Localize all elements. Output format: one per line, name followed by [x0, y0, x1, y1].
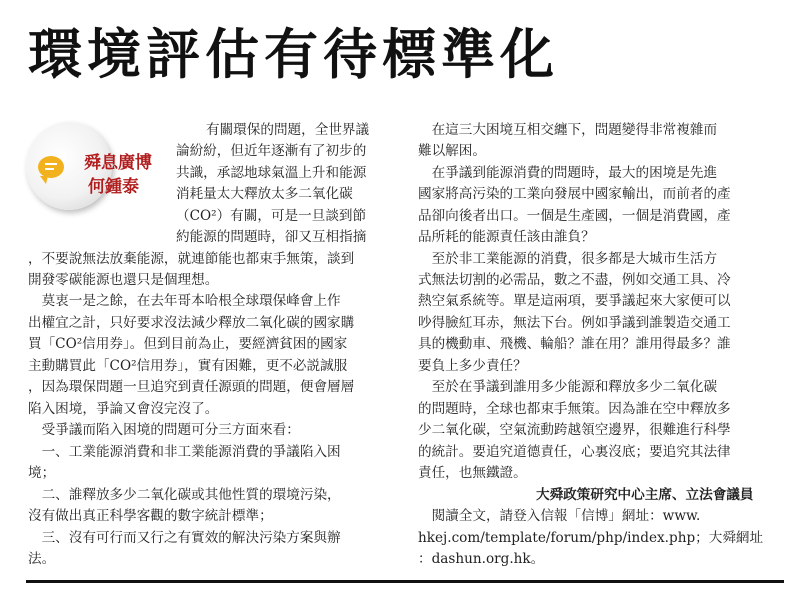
footer-line: ：dashun.org.hk。 [418, 551, 545, 567]
text-line: 品所耗的能源責任該由誰負？ [418, 229, 595, 245]
text-line: 二、誰釋放多少二氧化碳或其他性質的環境污染， [28, 487, 341, 503]
text-line: 具的機動車、飛機、輪船？誰在用？誰用得最多？誰 [418, 336, 731, 352]
bottom-rule [26, 580, 784, 583]
text-line: 吵得臉紅耳赤，無法下台。例如爭議到誰製造交通工 [418, 315, 731, 331]
text-line: 一、工業能源消費和非工業能源消費的爭議陷入困 [28, 444, 341, 460]
text-line: 在爭議到能源消費的問題時，最大的困境是先進 [418, 165, 718, 181]
footer-line: hkej.com/template/forum/php/index.php；大舜網址 [418, 530, 764, 546]
text-line: 境； [28, 465, 56, 481]
text-line: 開發零碳能源也還只是個理想。 [28, 272, 219, 288]
text-line: 的問題時，全球也都束手無策。因為誰在空中釋放多 [418, 401, 731, 417]
column-name: 舜息廣博 [84, 153, 152, 173]
text-line: 買「CO²信用券」。但到目前為止，要經濟貧困的國家 [28, 336, 348, 352]
text-line: 受爭議而陷入困境的問題可分三方面來看： [28, 422, 300, 438]
text-line: 莫衷一是之餘，在去年哥本哈根全球環保峰會上作 [28, 293, 341, 309]
text-line: 有關環保的問題，全世界議 [206, 122, 370, 138]
footer-line: 閱讀全文，請登入信報「信博」網址：www. [418, 508, 701, 524]
headline: 環境評估有待標準化 [28, 22, 559, 86]
text-line: 難以解困。 [418, 143, 486, 159]
text-line: 在這三大困境互相交纏下，問題變得非常複雜而 [418, 122, 718, 138]
text-line: 陷入困境，爭論又會沒完沒了。 [28, 401, 219, 417]
text-line: 責任，也無鐵證。 [418, 465, 527, 481]
text-line: 約能源的問題時，卻又互相指摘 [176, 229, 367, 245]
text-line: ，因為環保問題一旦追究到責任源頭的問題，便會層層 [28, 379, 355, 395]
text-line: 式無法切割的必需品，數之不盡，例如交通工具、冷 [418, 272, 731, 288]
text-line: 消耗量太大釋放太多二氧化碳 [176, 186, 353, 202]
text-line: 共識，承認地球氣溫上升和能源 [176, 165, 367, 181]
text-line: （CO²）有關，可是一旦談到節 [176, 208, 367, 224]
speech-bubble-icon [38, 156, 64, 178]
author-name: 何鍾泰 [88, 177, 139, 197]
text-line: 的統計。要追究道德責任，心裏沒底；要追究其法律 [418, 444, 731, 460]
text-line: 法。 [28, 551, 56, 567]
author-signature: 大舜政策研究中心主席、立法會議員 [536, 487, 754, 503]
text-line: 出權宜之計，只好要求沒法減少釋放二氧化碳的國家購 [28, 315, 355, 331]
text-line: 熱空氣系統等。單是這兩項，要爭議起來大家便可以 [418, 293, 731, 309]
text-line: 主動購買此「CO²信用券」，實有困難，更不必説誠服 [28, 358, 348, 374]
text-line: 至於非工業能源的消費，很多都是大城市生活方 [418, 251, 718, 267]
text-line: 至於在爭議到誰用多少能源和釋放多少二氧化碳 [418, 379, 718, 395]
text-line: 國家將高污染的工業向發展中國家輸出，而前者的產 [418, 186, 731, 202]
text-line: 論紛紛，但近年逐漸有了初步的 [176, 143, 367, 159]
text-line: 沒有做出真正科學客觀的數字統計標準； [28, 508, 273, 524]
text-line: 三、沒有可行而又行之有實效的解決污染方案與辦 [28, 530, 341, 546]
text-line: 品卻向後者出口。一個是生產國，一個是消費國，產 [418, 208, 731, 224]
text-line: ，不要說無法放棄能源，就連節能也都束手無策，談到 [28, 251, 355, 267]
column-badge [26, 118, 176, 216]
text-line: 少二氧化碳，空氣流動跨越領空邊界，很難進行科學 [418, 422, 731, 438]
text-line: 要負上多少責任？ [418, 358, 527, 374]
